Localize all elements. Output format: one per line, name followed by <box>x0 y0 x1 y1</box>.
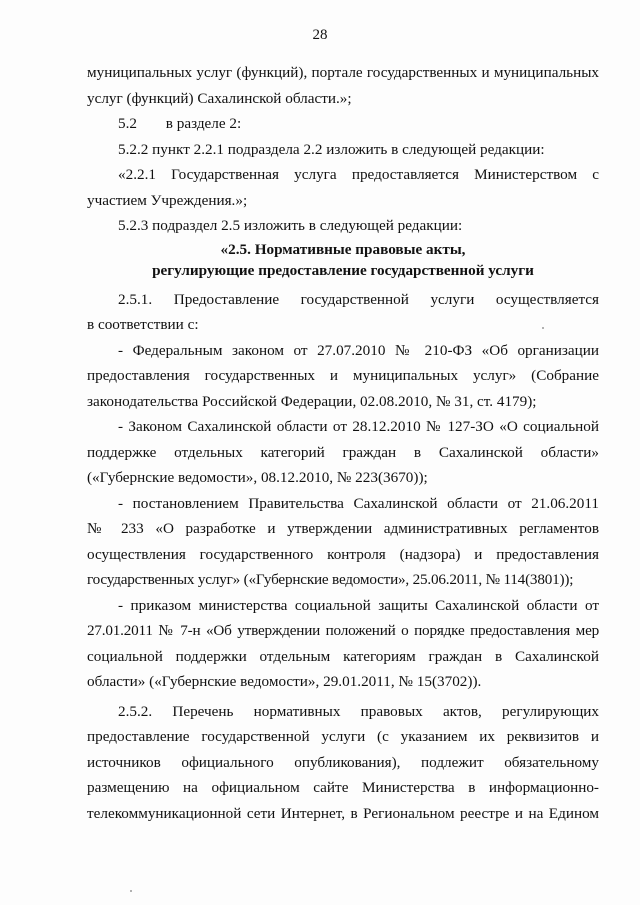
text-line: поддержке отдельных категорий граждан в Сахалинской области» <box>87 443 599 461</box>
section-text: в разделе 2: <box>165 115 242 132</box>
text-line: 27.01.2011 № 7-н «Об утверждении положений о порядке предоставления мер <box>87 622 599 639</box>
text-line: № 233 «О разработке и утверждении административных регламентов <box>87 520 599 537</box>
text-line: осуществления государственного контроля (надзора) и предоставления <box>87 545 599 563</box>
text-line: 2.5.2. Перечень нормативных правовых актов, регулирующих <box>118 702 599 720</box>
scan-speck <box>130 890 132 892</box>
list-item-line: - постановлением Правительства Сахалинской области от 21.06.2011 <box>118 494 599 512</box>
section-line <box>87 111 599 137</box>
text-line: 5.2.2 пункт 2.2.1 подраздела 2.2 изложить в следующей редакции: <box>118 140 545 158</box>
text-line: участием Учреждения.»; <box>87 191 248 209</box>
text-line: законодательства Российской Федерации, 02.08.2010, № 31, ст. 4179); <box>87 392 537 410</box>
list-item-line: - Законом Сахалинской области от 28.12.2010 № 127-ЗО «О социальной <box>118 418 599 435</box>
text-line: государственных услуг» («Губернские ведомости», 25.06.2011, № 114(3801)); <box>87 571 574 588</box>
text-line: области» («Губернские ведомости», 29.01.2011, № 15(3702)). <box>87 673 482 690</box>
text-line: 2.5.1. Предоставление государственной услуги осуществляется <box>118 290 599 308</box>
section-number: 5.2 <box>118 115 137 132</box>
section-heading-subtitle: регулирующие предоставление государственной услуги <box>152 261 534 279</box>
list-item-line: - Федеральным законом от 27.07.2010 № 210-ФЗ «Об организации <box>118 341 599 359</box>
text-line: («Губернские ведомости», 08.12.2010, № 223(3670)); <box>87 469 428 486</box>
page-number: 28 <box>312 27 328 43</box>
text-line: телекоммуникационной сети Интернет, в Региональном реестре и на Едином <box>87 804 599 822</box>
text-line: размещению на официальном сайте Министерства в информационно- <box>87 779 599 796</box>
section-heading: «2.5. Нормативные правовые акты, <box>220 240 466 258</box>
text-line: муниципальных услуг (функций), портале государственных и муниципальных <box>87 64 599 81</box>
document-body <box>87 60 599 826</box>
text-line: предоставление государственной услуги (с указанием их реквизитов и <box>87 728 599 745</box>
scan-speck <box>542 327 544 329</box>
text-line: источников официального опубликования), подлежит обязательному <box>87 753 599 771</box>
text-line: предоставления государственных и муниципальных услуг» (Собрание <box>87 367 599 384</box>
text-line: услуг (функций) Сахалинской области.»; <box>87 89 352 107</box>
text-line: «2.2.1 Государственная услуга предоставляется Министерством с <box>118 166 599 183</box>
text-line: 5.2.3 подраздел 2.5 изложить в следующей редакции: <box>118 217 463 234</box>
list-item-line: - приказом министерства социальной защиты Сахалинской области от <box>118 596 599 614</box>
text-line: социальной поддержки отдельным категориям граждан в Сахалинской <box>87 647 599 665</box>
text-line: в соответствии с: <box>87 316 199 333</box>
